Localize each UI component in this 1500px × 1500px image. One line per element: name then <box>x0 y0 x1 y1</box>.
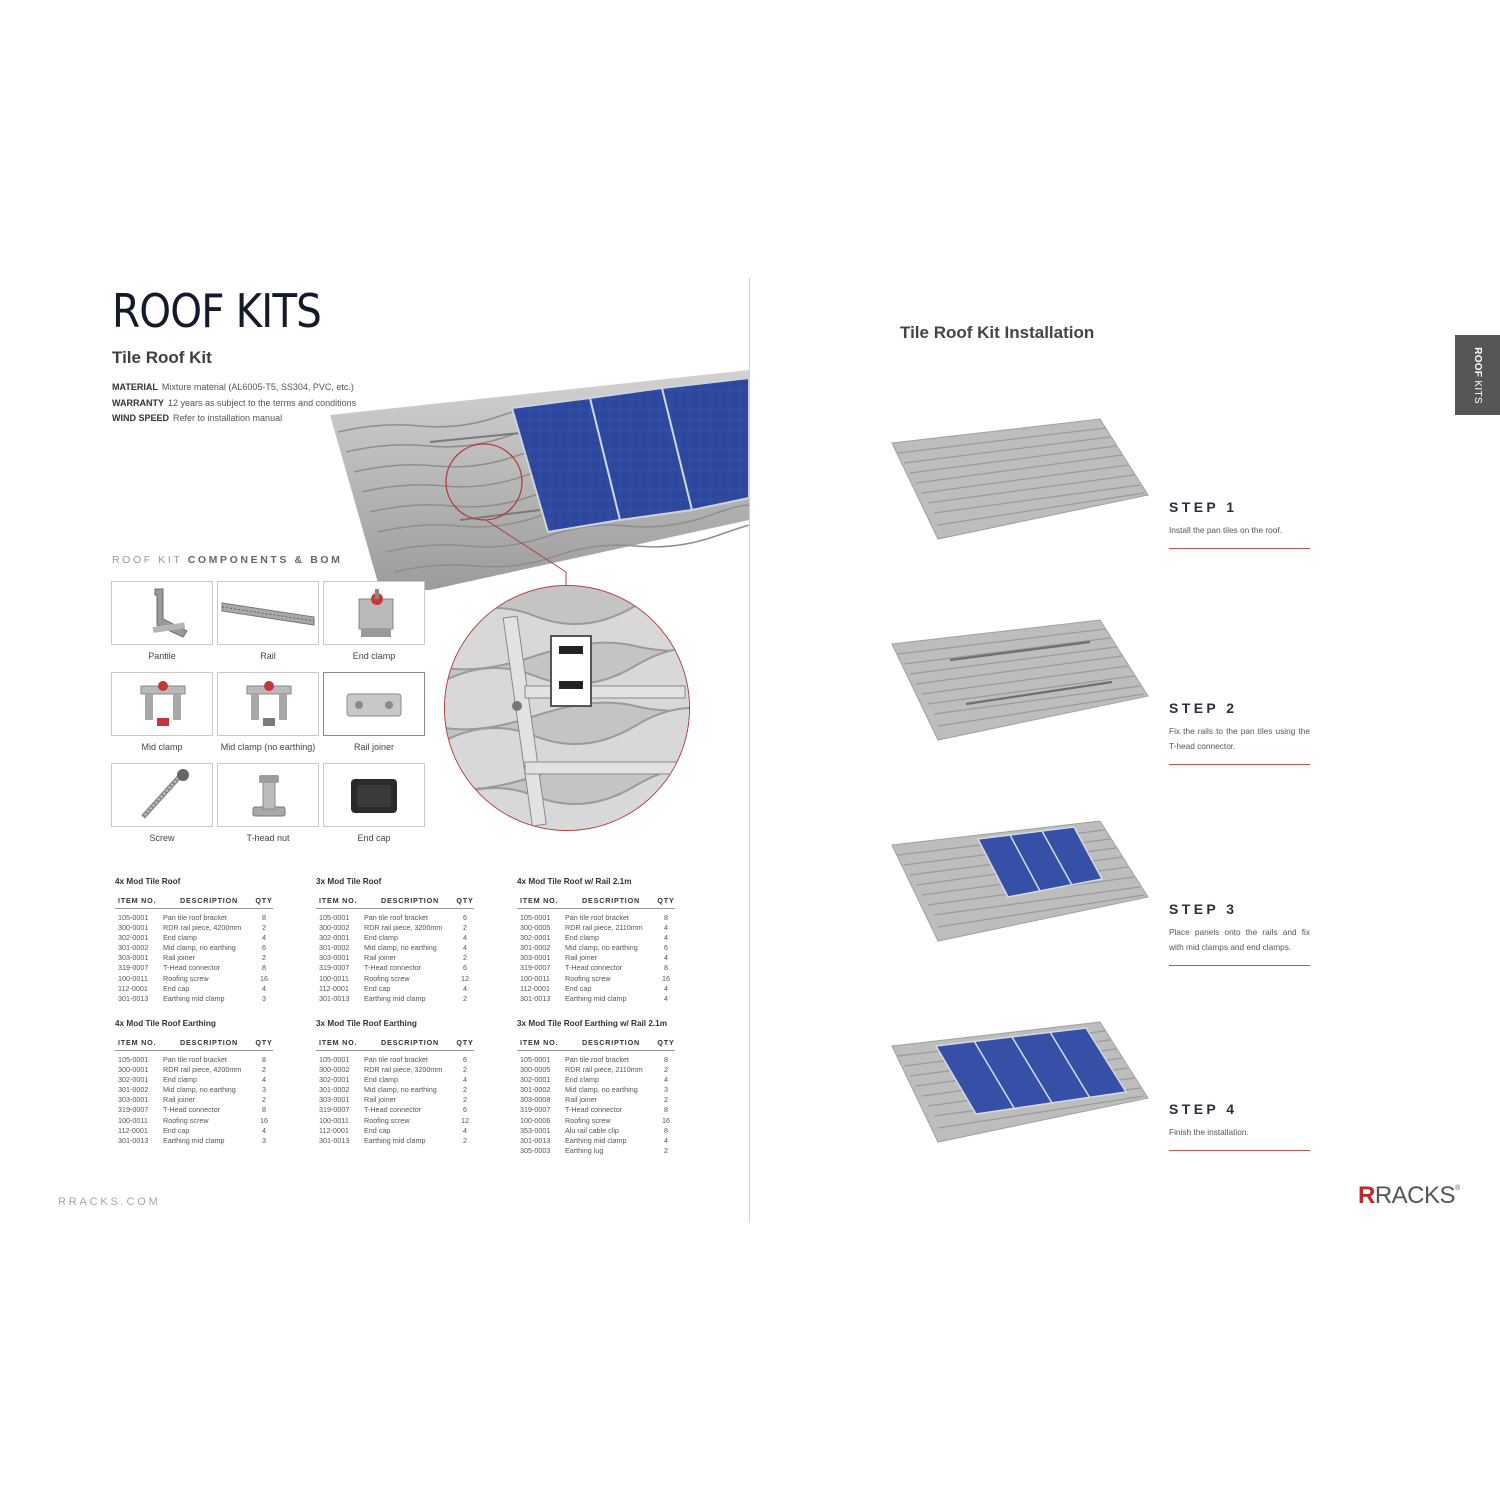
bom-item-no: 105-0001 <box>319 1055 350 1064</box>
pantile-bracket-icon <box>127 585 197 641</box>
bom-qty: 4 <box>262 1125 266 1135</box>
component-screw <box>111 763 213 843</box>
bom-item-no: 301-0002 <box>319 1085 350 1095</box>
bom-item-no: 301-0013 <box>520 1135 551 1145</box>
end-clamp-icon <box>339 585 409 641</box>
bom-item-no: 303-0001 <box>118 953 149 963</box>
bom-table-header: ITEM NO. DESCRIPTION QTY <box>115 896 273 909</box>
bom-item-no: 300-0001 <box>118 1065 149 1075</box>
bom-qty: 8 <box>664 1105 668 1115</box>
bom-table-title: 4x Mod Tile Roof <box>115 877 181 886</box>
bom-description: T-Head connector <box>364 1105 422 1115</box>
bom-description: Pan tile roof bracket <box>565 1055 629 1064</box>
bom-qty: 4 <box>463 1125 467 1135</box>
bom-description: End cap <box>163 1125 190 1135</box>
bom-qty: 4 <box>664 933 668 943</box>
bom-description: Rail joiner <box>565 1095 597 1105</box>
bom-row <box>517 1095 675 1105</box>
component-label: Pantile <box>148 651 176 661</box>
bom-description: Mid clamp, no earthing <box>364 943 437 953</box>
bom-qty: 8 <box>664 1125 668 1135</box>
bom-item-no: 353-0001 <box>520 1125 551 1135</box>
step-description: Install the pan tiles on the roof. <box>1169 525 1283 535</box>
step-description: Finish the installation. <box>1169 1127 1249 1137</box>
bom-description: Mid clamp, no earthing <box>565 1085 638 1095</box>
bom-qty: 8 <box>664 963 668 973</box>
bom-description: Roofing screw <box>364 973 410 983</box>
bom-qty: 8 <box>664 913 668 922</box>
page-title: ROOF KITS <box>112 284 321 338</box>
bom-item-no: 301-0013 <box>520 993 551 1003</box>
bom-qty: 6 <box>664 943 668 953</box>
bom-item-no: 112-0001 <box>319 1125 349 1135</box>
bom-qty: 4 <box>463 983 467 993</box>
bom-description: Earthing mid clamp <box>565 993 627 1003</box>
bom-qty: 12 <box>461 973 469 983</box>
bom-row <box>517 933 675 943</box>
bom-table-header: ITEM NO. DESCRIPTION QTY <box>316 896 474 909</box>
bom-item-no: 302-0001 <box>118 933 149 943</box>
step-title: STEP 1 <box>1169 499 1238 515</box>
step-3 <box>1169 901 1310 955</box>
bom-row <box>115 943 273 953</box>
bom-row <box>517 1065 675 1075</box>
left-page <box>0 0 749 1500</box>
kit-subtitle: Tile Roof Kit <box>112 348 212 367</box>
bom-description: End clamp <box>163 1075 197 1085</box>
step-divider <box>1169 548 1310 549</box>
bom-description: End clamp <box>364 1075 398 1085</box>
component-end-cap <box>323 763 425 843</box>
bom-row <box>517 1085 675 1095</box>
step-title: STEP 2 <box>1169 700 1238 716</box>
bom-row <box>517 1146 675 1156</box>
bom-item-no: 302-0001 <box>118 1075 149 1085</box>
bom-row <box>115 1085 273 1095</box>
bom-item-no: 302-0001 <box>520 1075 551 1085</box>
bom-qty: 4 <box>262 933 266 943</box>
bom-table-4x-tile-roof-earthing <box>115 1019 273 1146</box>
mid-clamp-no-earthing-icon <box>233 676 303 732</box>
bom-description: Earthing mid clamp <box>364 1135 426 1145</box>
step-4 <box>1169 1101 1310 1140</box>
component-end-clamp <box>323 581 425 661</box>
bom-table-header: ITEM NO. DESCRIPTION QTY <box>316 1038 474 1051</box>
bom-row <box>115 913 273 923</box>
brand-logo: RRACKS® <box>1358 1182 1460 1209</box>
component-label: T-head nut <box>246 833 290 843</box>
bom-row <box>316 943 474 953</box>
section-side-tab: ROOF KITS <box>1455 335 1500 415</box>
bom-row <box>517 1126 675 1136</box>
bom-qty: 6 <box>463 1105 467 1115</box>
bom-description: RDR rail piece, 2110mm <box>565 1065 643 1075</box>
bom-row <box>115 933 273 943</box>
bom-description: Earthing lug <box>565 1145 604 1155</box>
installation-title: Tile Roof Kit Installation <box>900 323 1095 342</box>
bom-row <box>115 1075 273 1085</box>
bom-qty: 2 <box>262 923 266 933</box>
bom-table-title: 3x Mod Tile Roof Earthing w/ Rail 2.1m <box>517 1019 667 1028</box>
bom-qty: 4 <box>463 933 467 943</box>
bom-qty: 6 <box>463 1055 467 1064</box>
bom-qty: 6 <box>463 913 467 922</box>
rail-joiner-icon <box>339 676 409 732</box>
component-label: Rail joiner <box>353 742 395 752</box>
component-rail-joiner <box>323 672 425 752</box>
bom-item-no: 112-0001 <box>118 1125 148 1135</box>
bom-item-no: 100-0011 <box>520 973 550 983</box>
bom-item-no: 302-0001 <box>520 933 551 943</box>
step-1 <box>1169 499 1310 538</box>
spec-warranty: WARRANTY 12 years as subject to the terms and conditions <box>112 397 357 408</box>
bom-qty: 4 <box>262 983 266 993</box>
bom-description: End cap <box>565 983 592 993</box>
bom-item-no: 302-0001 <box>319 933 350 943</box>
bom-qty: 2 <box>463 923 467 933</box>
bom-qty: 4 <box>664 953 668 963</box>
bom-description: Roofing screw <box>163 973 209 983</box>
bom-item-no: 112-0001 <box>520 983 550 993</box>
bom-row <box>316 913 474 923</box>
component-t-head-nut <box>217 763 319 843</box>
bom-qty: 3 <box>262 1135 266 1145</box>
bom-item-no: 319-0007 <box>520 963 551 973</box>
bom-row <box>316 1105 474 1115</box>
bom-row <box>115 1126 273 1136</box>
bom-qty: 8 <box>262 1055 266 1064</box>
bom-table-title: 4x Mod Tile Roof w/ Rail 2.1m <box>517 877 632 886</box>
spec-wind-speed: WIND SPEED Refer to installation manual <box>112 413 283 423</box>
bom-table-title: 3x Mod Tile Roof Earthing <box>316 1019 417 1028</box>
bom-qty: 2 <box>463 1095 467 1105</box>
bom-item-no: 301-0002 <box>118 1085 149 1095</box>
step-divider <box>1169 1150 1310 1151</box>
bom-row <box>316 1116 474 1126</box>
bom-item-no: 303-0001 <box>520 953 551 963</box>
bom-row <box>316 994 474 1004</box>
footer-website: RRACKS.COM <box>58 1196 161 1208</box>
bom-description: Roofing screw <box>565 973 611 983</box>
bom-item-no: 301-0002 <box>520 1085 551 1095</box>
bom-item-no: 100-0011 <box>319 973 349 983</box>
components-heading: ROOF KIT COMPONENTS & BOM <box>112 554 343 566</box>
bom-qty: 4 <box>262 1075 266 1085</box>
component-label: Mid clamp (no earthing) <box>220 742 316 752</box>
step-2-illustration <box>890 616 1150 746</box>
bom-qty: 16 <box>260 973 268 983</box>
component-label: Mid clamp <box>141 742 183 752</box>
bom-item-no: 100-0011 <box>118 973 148 983</box>
bom-item-no: 301-0013 <box>118 993 149 1003</box>
bom-description: Mid clamp, no earthing <box>364 1085 437 1095</box>
bom-item-no: 319-0007 <box>118 1105 149 1115</box>
bom-description: Mid clamp, no earthing <box>163 1085 236 1095</box>
bom-item-no: 301-0013 <box>118 1135 149 1145</box>
bom-qty: 16 <box>260 1115 268 1125</box>
bom-qty: 8 <box>262 1105 266 1115</box>
bom-description: RDR rail piece, 4200mm <box>163 923 242 933</box>
bom-description: RDR rail piece, 2110mm <box>565 923 643 933</box>
bom-item-no: 112-0001 <box>118 983 148 993</box>
bom-item-no: 301-0013 <box>319 993 350 1003</box>
bom-qty: 2 <box>262 1095 266 1105</box>
component-label: Screw <box>149 833 175 843</box>
bom-description: Rail joiner <box>565 953 597 963</box>
bom-row <box>517 1075 675 1085</box>
bom-qty: 16 <box>662 1115 670 1125</box>
bom-description: T-Head connector <box>163 963 221 973</box>
component-mid-clamp-no-earthing <box>217 672 319 752</box>
bom-row <box>517 913 675 923</box>
bom-item-no: 300-0005 <box>520 1065 551 1075</box>
step-description: Fix the rails to the pan tiles using the T-head connector. <box>1169 726 1310 751</box>
t-head-nut-icon <box>233 767 303 823</box>
bom-description: Pan tile roof bracket <box>364 1055 428 1064</box>
bom-item-no: 105-0001 <box>118 913 149 922</box>
bom-item-no: 319-0007 <box>118 963 149 973</box>
bom-description: Pan tile roof bracket <box>364 913 428 922</box>
step-divider <box>1169 965 1310 966</box>
bom-item-no: 105-0001 <box>118 1055 149 1064</box>
bom-qty: 2 <box>463 993 467 1003</box>
bom-qty: 6 <box>463 963 467 973</box>
bom-item-no: 105-0001 <box>520 913 551 922</box>
bom-item-no: 301-0002 <box>118 943 149 953</box>
bom-item-no: 300-0002 <box>319 1065 350 1075</box>
bom-qty: 2 <box>262 953 266 963</box>
bom-description: Earthing mid clamp <box>565 1135 627 1145</box>
bom-description: Rail joiner <box>364 1095 396 1105</box>
bom-row <box>517 963 675 973</box>
bom-row <box>517 1105 675 1115</box>
hero-roof-illustration <box>290 360 749 590</box>
bom-row <box>115 1065 273 1075</box>
end-cap-icon <box>339 767 409 823</box>
bom-description: Alu rail cable clip <box>565 1125 619 1135</box>
bom-row <box>517 984 675 994</box>
bom-qty: 4 <box>664 1135 668 1145</box>
bom-item-no: 112-0001 <box>319 983 349 993</box>
bom-row <box>115 994 273 1004</box>
bom-description: Rail joiner <box>163 1095 195 1105</box>
bom-row <box>115 963 273 973</box>
bom-description: Pan tile roof bracket <box>163 1055 227 1064</box>
bom-row <box>316 1085 474 1095</box>
bom-qty: 8 <box>262 913 266 922</box>
bom-row <box>517 1136 675 1146</box>
bom-description: Pan tile roof bracket <box>163 913 227 922</box>
rail-icon <box>220 593 316 633</box>
bom-description: End clamp <box>565 933 599 943</box>
bom-item-no: 303-0001 <box>319 1095 350 1105</box>
bom-row <box>316 933 474 943</box>
bom-description: Mid clamp, no earthing <box>565 943 638 953</box>
bom-item-no: 319-0007 <box>319 1105 350 1115</box>
step-description: Place panels onto the rails and fix with mid clamps and end clamps. <box>1169 927 1310 952</box>
bom-qty: 4 <box>463 1075 467 1085</box>
bom-table-4x-tile-roof-rail-2-1m <box>517 877 675 1004</box>
bom-qty: 8 <box>664 1055 668 1064</box>
bom-qty: 3 <box>664 1085 668 1095</box>
bom-row <box>517 974 675 984</box>
step-divider <box>1169 764 1310 765</box>
bom-description: RDR rail piece, 4200mm <box>163 1065 242 1075</box>
mid-clamp-icon <box>127 676 197 732</box>
bom-description: T-Head connector <box>163 1105 221 1115</box>
bom-item-no: 303-0008 <box>520 1095 551 1105</box>
bom-table-3x-tile-roof-earthing <box>316 1019 474 1146</box>
component-mid-clamp <box>111 672 213 752</box>
bom-item-no: 105-0001 <box>319 913 350 922</box>
bom-row <box>517 994 675 1004</box>
spec-material: MATERIAL Mixture material (AL6005-T5, SS304, PVC, etc.) <box>112 382 354 392</box>
bom-item-no: 300-0005 <box>520 923 551 933</box>
bom-qty: 3 <box>262 1085 266 1095</box>
bom-row <box>316 1136 474 1146</box>
bom-qty: 2 <box>463 1135 467 1145</box>
bom-description: Roofing screw <box>364 1115 410 1125</box>
bom-qty: 3 <box>262 993 266 1003</box>
bom-item-no: 301-0002 <box>520 943 551 953</box>
bom-qty: 2 <box>262 1065 266 1075</box>
bom-row <box>316 1055 474 1065</box>
bom-qty: 2 <box>463 1085 467 1095</box>
bom-description: Mid clamp, no earthing <box>163 943 236 953</box>
bom-row <box>115 953 273 963</box>
bom-row <box>316 923 474 933</box>
bom-row <box>316 1126 474 1136</box>
bom-qty: 6 <box>262 943 266 953</box>
bom-row <box>115 923 273 933</box>
bom-qty: 8 <box>262 963 266 973</box>
bom-qty: 4 <box>664 923 668 933</box>
component-label: Rail <box>260 651 276 661</box>
bom-table-header: ITEM NO. DESCRIPTION QTY <box>517 1038 675 1051</box>
step-3-illustration <box>890 817 1150 947</box>
component-rail <box>217 581 319 661</box>
step-2 <box>1169 700 1310 754</box>
bom-row <box>517 943 675 953</box>
bom-description: Rail joiner <box>364 953 396 963</box>
step-title: STEP 4 <box>1169 1101 1238 1117</box>
bom-row <box>316 984 474 994</box>
bom-item-no: 301-0002 <box>319 943 350 953</box>
bom-item-no: 105-0001 <box>520 1055 551 1064</box>
bom-description: T-Head connector <box>565 963 623 973</box>
bom-table-4x-tile-roof <box>115 877 273 1004</box>
bom-qty: 2 <box>664 1065 668 1075</box>
bom-description: RDR rail piece, 3200mm <box>364 1065 443 1075</box>
bom-item-no: 100-0011 <box>118 1115 148 1125</box>
bom-item-no: 100-0006 <box>520 1115 551 1125</box>
bom-description: Pan tile roof bracket <box>565 913 629 922</box>
bom-table-header: ITEM NO. DESCRIPTION QTY <box>115 1038 273 1051</box>
bom-row <box>316 963 474 973</box>
bom-row <box>316 953 474 963</box>
bom-row <box>316 1075 474 1085</box>
detail-zoom-circle <box>444 585 690 831</box>
bom-item-no: 303-0001 <box>319 953 350 963</box>
bom-table-3x-tile-roof-earthing-rail-2-1m <box>517 1019 675 1156</box>
bom-row <box>517 1116 675 1126</box>
bom-description: End cap <box>364 983 391 993</box>
bom-description: Roofing screw <box>163 1115 209 1125</box>
bom-table-title: 4x Mod Tile Roof Earthing <box>115 1019 216 1028</box>
bom-item-no: 305-0003 <box>520 1145 551 1155</box>
bom-description: T-Head connector <box>565 1105 623 1115</box>
bom-row <box>316 1095 474 1105</box>
bom-item-no: 301-0013 <box>319 1135 350 1145</box>
bom-description: T-Head connector <box>364 963 422 973</box>
component-label: End clamp <box>352 651 396 661</box>
bom-row <box>115 1095 273 1105</box>
bom-row <box>115 1116 273 1126</box>
bom-qty: 4 <box>664 993 668 1003</box>
bom-row <box>115 1105 273 1115</box>
bom-description: End clamp <box>565 1075 599 1085</box>
bom-description: End cap <box>163 983 190 993</box>
bom-description: Roofing screw <box>565 1115 611 1125</box>
bom-description: Earthing mid clamp <box>163 1135 225 1145</box>
bom-table-3x-tile-roof <box>316 877 474 1004</box>
step-title: STEP 3 <box>1169 901 1238 917</box>
screw-icon <box>127 767 197 823</box>
bom-row <box>517 923 675 933</box>
bom-item-no: 100-0011 <box>319 1115 349 1125</box>
bom-item-no: 303-0001 <box>118 1095 149 1105</box>
bom-item-no: 319-0007 <box>319 963 350 973</box>
bom-qty: 16 <box>662 973 670 983</box>
bom-table-title: 3x Mod Tile Roof <box>316 877 382 886</box>
step-1-illustration <box>890 415 1150 545</box>
bom-qty: 12 <box>461 1115 469 1125</box>
bom-row <box>115 984 273 994</box>
bom-description: End clamp <box>163 933 197 943</box>
bom-item-no: 319-0007 <box>520 1105 551 1115</box>
bom-row <box>517 953 675 963</box>
bom-row <box>316 974 474 984</box>
step-4-illustration <box>890 1018 1150 1148</box>
bom-qty: 2 <box>463 1065 467 1075</box>
bom-qty: 2 <box>664 1145 668 1155</box>
bom-qty: 2 <box>664 1095 668 1105</box>
bom-description: RDR rail piece, 3200mm <box>364 923 443 933</box>
bom-table-header: ITEM NO. DESCRIPTION QTY <box>517 896 675 909</box>
bom-row <box>517 1055 675 1065</box>
bom-qty: 4 <box>463 943 467 953</box>
bom-qty: 4 <box>664 983 668 993</box>
bom-item-no: 302-0001 <box>319 1075 350 1085</box>
component-label: End cap <box>357 833 391 843</box>
bom-item-no: 300-0001 <box>118 923 149 933</box>
right-page <box>750 0 1500 1500</box>
bom-qty: 4 <box>664 1075 668 1085</box>
bom-description: End clamp <box>364 933 398 943</box>
bom-row <box>316 1065 474 1075</box>
bom-row <box>115 974 273 984</box>
bom-description: End cap <box>364 1125 391 1135</box>
bom-description: Earthing mid clamp <box>364 993 426 1003</box>
bom-qty: 2 <box>463 953 467 963</box>
bom-item-no: 300-0002 <box>319 923 350 933</box>
bom-row <box>115 1055 273 1065</box>
bom-description: Rail joiner <box>163 953 195 963</box>
bom-description: Earthing mid clamp <box>163 993 225 1003</box>
bom-row <box>115 1136 273 1146</box>
component-pantile <box>111 581 213 661</box>
